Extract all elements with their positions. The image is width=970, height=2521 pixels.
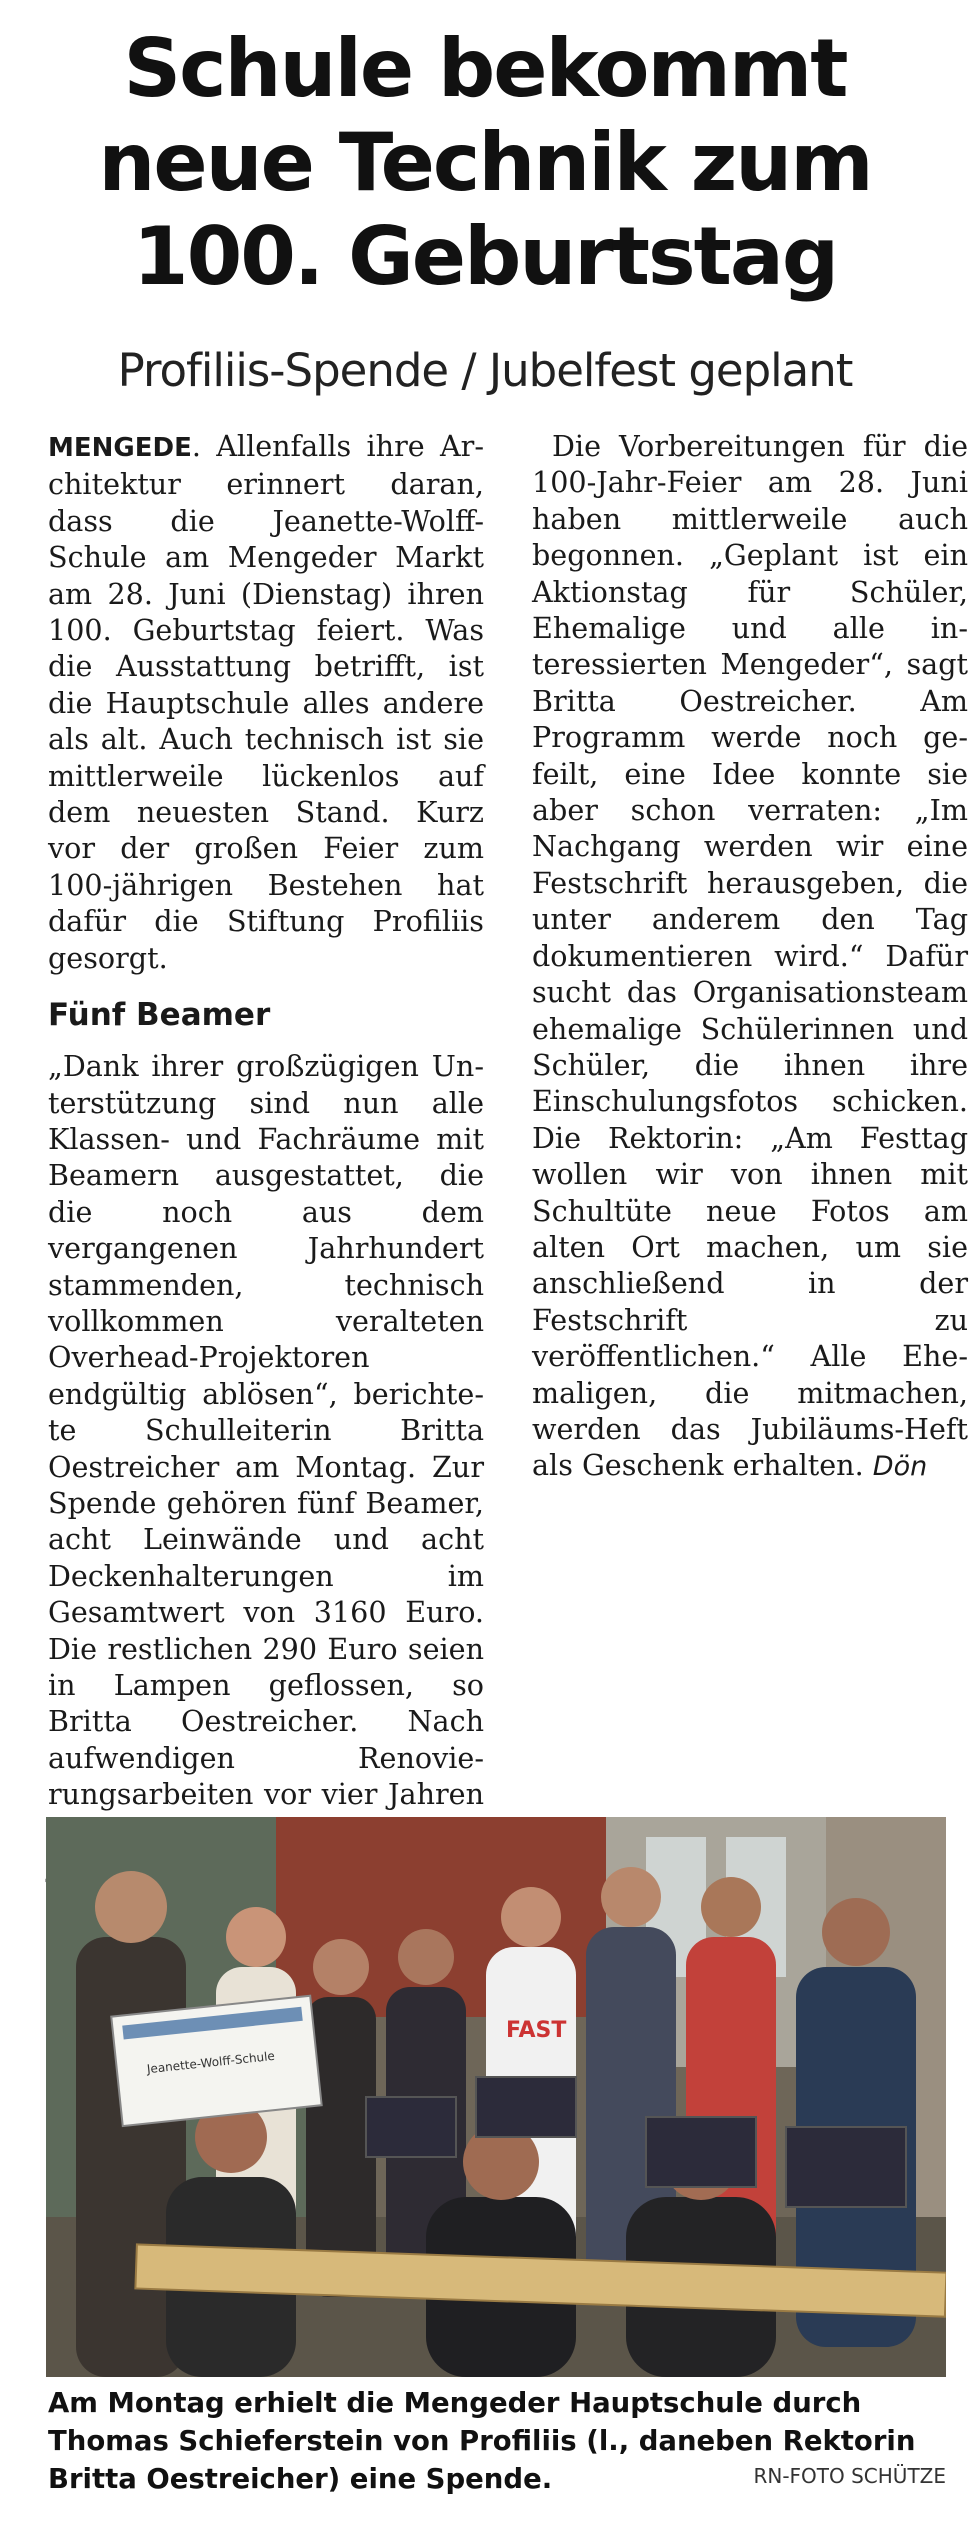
section-subheading: Fünf Beamer [48, 997, 271, 1034]
subheadline: Profiliis-Spende / Jubelfest geplant [117, 344, 853, 397]
paragraph-3-text: Die Vorbereitungen für die 100-Jahr-Feier am 28. Juni haben mittlerweile auch begonnen. „Geplant ist ein Aktionstag für Schüler, Ehemalige und alle interessierten Mengeder“, sagt Britta Oestreicher. Am Programm werde noch gefeilt, eine Idee konnte sie aber schon verraten: „Im Nachgang werden wir eine Festschrift herausgeben, die unter anderem den Tag dokumentieren wird.“ Dafür sucht das Organisationsteam ehemalige Schülerinnen und Schüler, die ihnen ihre Einschulungsfotos schicken. Die Rektorin: „Am Festtag wollen wir von ihnen mit Schultüte neue Fotos am alten Ort machen, um sie anschließend in der Festschrift zu veröffentlichen.“ Alle Ehemaligen, die mitmachen, werden das Jubiläums-Heft als Geschenk erhalten. [532, 429, 968, 1483]
shirt-text: FAST [506, 2018, 567, 2043]
photo-credit: RN-FOTO SCHÜTZE [753, 2464, 946, 2488]
paragraph-3 [532, 428, 968, 1486]
group-photo [46, 1817, 946, 2377]
article-column-right [532, 428, 968, 1486]
article-column-left [48, 428, 484, 1922]
intro-text: . Allenfalls ihre Architektur erinnert daran, dass die Jeanette-Wolff-Schule am Mengeder Markt am 28. Juni (Dienstag) ihren 100. Geburtstag feiert. Was die Ausstattung betrifft, ist die Hauptschule alles andere als alt. Auch technisch ist sie mittlerweile lückenlos auf dem neuesten Stand. Kurz vor der großen Feier zum 100-jährigen Bestehen hat dafür die Stiftung Profiliis gesorgt. [48, 429, 484, 975]
paragraph-2: „Dank ihrer großzügigen Unterstützung sind nun alle Klassen- und Fachräume mit Beamern ausgestattet, die die noch aus dem vergangenen Jahrhundert stammenden, technisch vollkommen veralteten Overhead-Projektoren endgültig ablösen“, berichtete Schulleiterin Britta Oestreicher am Montag. Zur Spende gehören fünf Beamer, acht Leinwände und acht Deckenhalterungen im Gesamtwert von 3160 Euro. Die restlichen 290 Euro seien in Lampen geflossen, so Britta Oestreicher. Nach aufwendigen Renovierungsarbeiten vor vier Jahren [48, 1049, 484, 1812]
dateline: MENGEDE [48, 433, 192, 463]
photo-caption: Am Montag erhielt die Mengeder Hauptschule durch Thomas Schieferstein von Profiliis (l., daneben Rektorin Britta Oestreicher) eine Spende. [48, 2387, 916, 2495]
check-sign-text: Jeanette-Wolff-Schule [146, 2048, 276, 2077]
author-initials: Dön [872, 1451, 928, 1483]
intro-paragraph [48, 428, 484, 976]
group-photo-illustration [46, 1817, 946, 2377]
headline-line-1: Schule bekommt [123, 22, 847, 115]
headline-line-3: 100. Geburtstag [132, 210, 838, 303]
headline [0, 22, 970, 304]
headline-line-2: neue Technik zum [98, 116, 872, 209]
